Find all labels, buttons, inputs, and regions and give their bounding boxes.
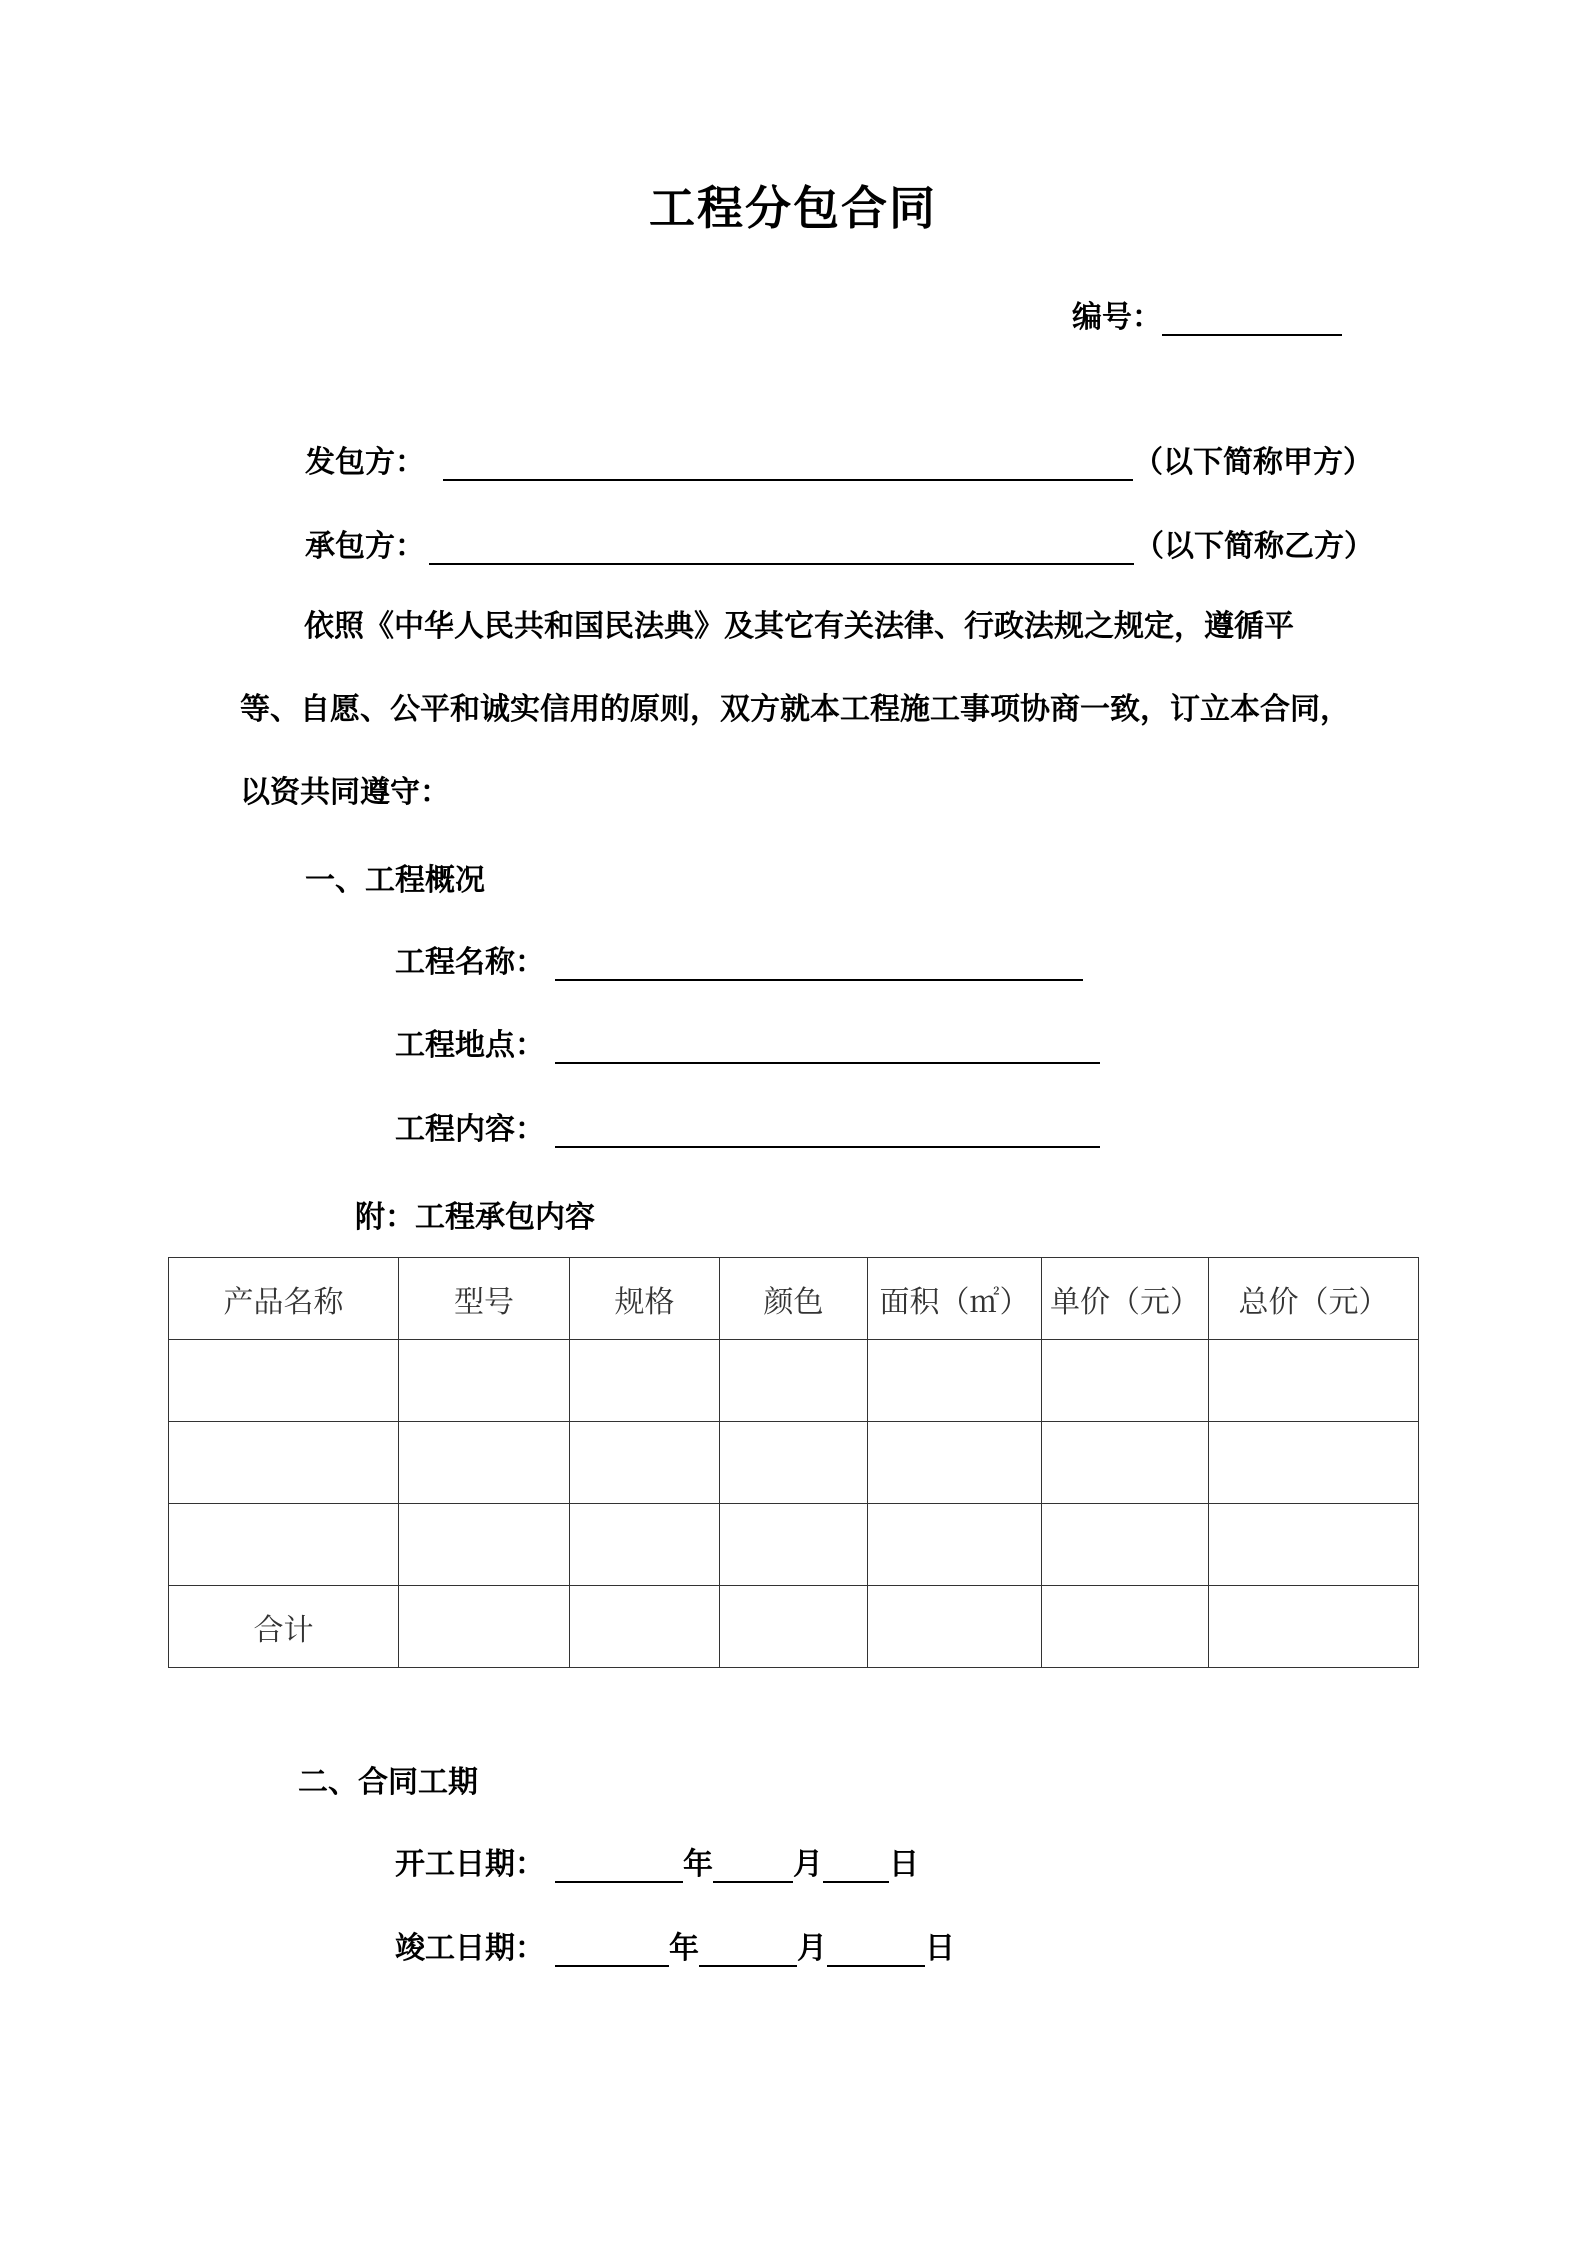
table-cell[interactable]: [399, 1586, 570, 1668]
end-day-field[interactable]: [827, 1931, 925, 1967]
header-unit-price: 单价（元）: [1042, 1258, 1209, 1340]
table-cell[interactable]: [169, 1504, 399, 1586]
project-location-line: [395, 1020, 1100, 1064]
header-area: 面积（㎡）: [868, 1258, 1042, 1340]
party-b-line: [305, 521, 1374, 565]
contract-items-table: [168, 1257, 1419, 1668]
start-day-unit: 日: [889, 1847, 919, 1882]
contract-number-field[interactable]: [1162, 300, 1342, 336]
project-name-label: 工程名称：: [395, 945, 545, 980]
table-row: [169, 1504, 1419, 1586]
project-content-field[interactable]: [555, 1112, 1100, 1148]
table-cell[interactable]: [570, 1504, 720, 1586]
start-year-field[interactable]: [555, 1847, 683, 1883]
header-color: 颜色: [720, 1258, 868, 1340]
table-cell[interactable]: [169, 1422, 399, 1504]
table-cell[interactable]: [399, 1340, 570, 1422]
end-year-unit: 年: [669, 1931, 699, 1966]
start-date-line: [395, 1839, 919, 1883]
header-spec: 规格: [570, 1258, 720, 1340]
party-a-line: [305, 437, 1373, 481]
party-a-label: 发包方：: [305, 445, 425, 480]
project-location-field[interactable]: [555, 1028, 1100, 1064]
end-day-unit: 日: [925, 1931, 955, 1966]
section-2-title: 二、合同工期: [298, 1765, 478, 1800]
contract-number-line: [1072, 292, 1342, 336]
table-cell[interactable]: [169, 1340, 399, 1422]
end-month-unit: 月: [797, 1931, 827, 1966]
table-cell[interactable]: [570, 1340, 720, 1422]
table-row: [169, 1422, 1419, 1504]
table-cell[interactable]: [570, 1422, 720, 1504]
table-cell[interactable]: [868, 1504, 1042, 1586]
party-b-label: 承包方：: [305, 529, 425, 564]
end-year-field[interactable]: [555, 1931, 669, 1967]
start-month-field[interactable]: [713, 1847, 793, 1883]
table-cell[interactable]: [1209, 1340, 1419, 1422]
table-total-row: [169, 1586, 1419, 1668]
start-month-unit: 月: [793, 1847, 823, 1882]
table-cell[interactable]: [868, 1340, 1042, 1422]
end-date-line: [395, 1923, 955, 1967]
start-day-field[interactable]: [823, 1847, 889, 1883]
intro-paragraph: 依照《中华人民共和国民法典》及其它有关法律、行政法规之规定，遵循平等、自愿、公平和诚实信用的原则，双方就本工程施工事项协商一致，订立本合同，以资共同遵守：: [240, 609, 1350, 810]
document-title: 工程分包合同: [649, 181, 937, 235]
header-product-name: 产品名称: [169, 1258, 399, 1340]
project-name-line: [395, 937, 1083, 981]
table-cell[interactable]: [720, 1504, 868, 1586]
table-cell[interactable]: [1042, 1586, 1209, 1668]
table-cell[interactable]: [1042, 1422, 1209, 1504]
start-year-unit: 年: [683, 1847, 713, 1882]
appendix-title: 附：工程承包内容: [355, 1200, 595, 1235]
table-row: [169, 1340, 1419, 1422]
party-a-suffix: （以下简称甲方）: [1133, 445, 1373, 480]
header-model: 型号: [399, 1258, 570, 1340]
end-date-label: 竣工日期：: [395, 1931, 545, 1966]
table-cell[interactable]: [399, 1504, 570, 1586]
party-a-field[interactable]: [443, 445, 1133, 481]
party-b-suffix: （以下简称乙方）: [1134, 529, 1374, 564]
table-cell[interactable]: [868, 1422, 1042, 1504]
table-header-row: [169, 1258, 1419, 1340]
table-cell[interactable]: [720, 1340, 868, 1422]
total-label: 合计: [169, 1586, 399, 1668]
table-cell[interactable]: [868, 1586, 1042, 1668]
table-cell[interactable]: [720, 1586, 868, 1668]
start-date-label: 开工日期：: [395, 1847, 545, 1882]
project-name-field[interactable]: [555, 945, 1083, 981]
header-total-price: 总价（元）: [1209, 1258, 1419, 1340]
table-cell[interactable]: [1209, 1586, 1419, 1668]
table-cell[interactable]: [1209, 1504, 1419, 1586]
project-location-label: 工程地点：: [395, 1028, 545, 1063]
table-cell[interactable]: [1042, 1340, 1209, 1422]
table-cell[interactable]: [1042, 1504, 1209, 1586]
end-month-field[interactable]: [699, 1931, 797, 1967]
table-cell[interactable]: [1209, 1422, 1419, 1504]
table-cell[interactable]: [720, 1422, 868, 1504]
table-cell[interactable]: [399, 1422, 570, 1504]
project-content-line: [395, 1104, 1100, 1148]
project-content-label: 工程内容：: [395, 1112, 545, 1147]
party-b-field[interactable]: [429, 529, 1134, 565]
section-1-title: 一、工程概况: [305, 863, 485, 898]
table-cell[interactable]: [570, 1586, 720, 1668]
contract-number-label: 编号：: [1072, 300, 1162, 335]
